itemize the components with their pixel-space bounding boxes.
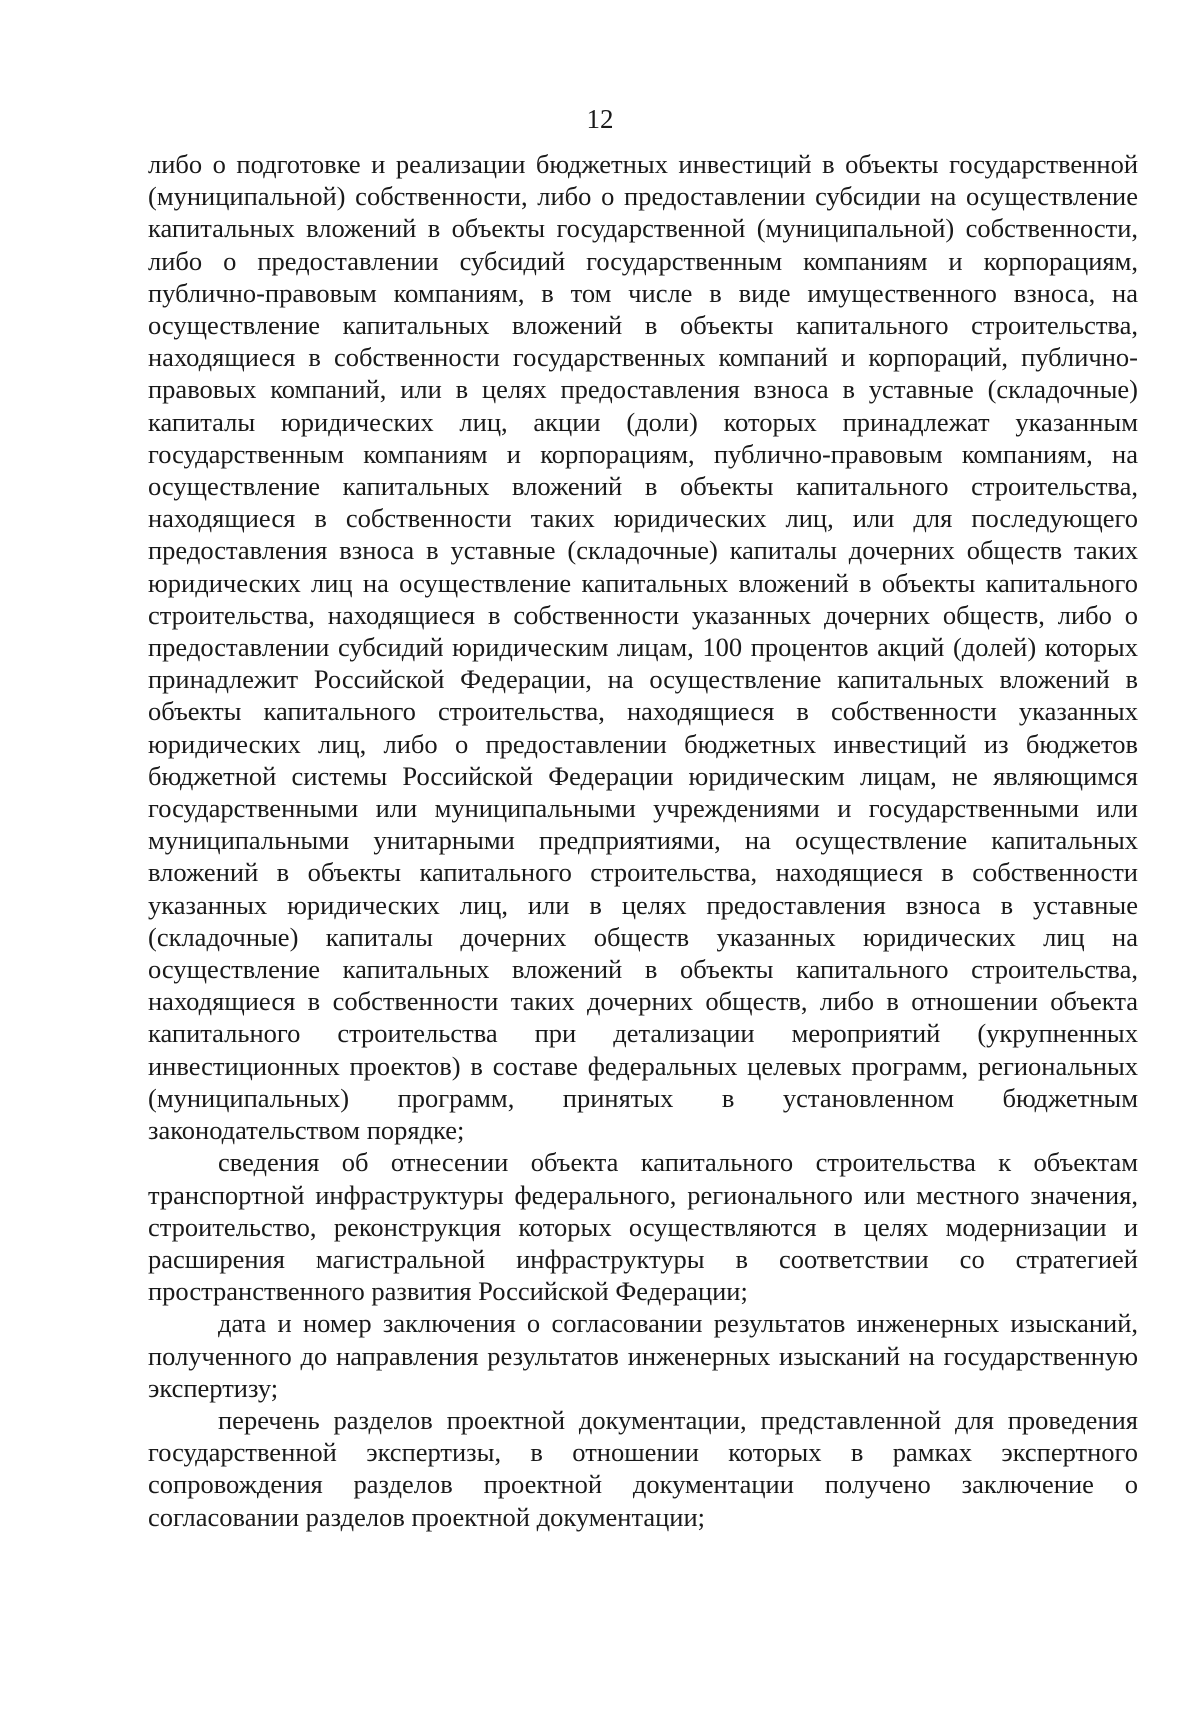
paragraph-engineering-surveys: дата и номер заключения о согласовании результатов инженерных изысканий, полученного до направления результатов инженерных изысканий на государственную экспертизу; bbox=[148, 1308, 1138, 1403]
paragraph-continuation: либо о подготовке и реализации бюджетных инвестиций в объекты государственной (муниципальной) собственности, либо о предоставлении субсидии на осуществление капитальных вложений в объекты государственной (муниципальной) собственности, либо о предоставлении субсидий государственным компаниям и корпорациям, публично-правовым компаниям, в том числе в виде имущественного взноса, на осуществление капитальных вложений в объекты капитального строительства, находящиеся в собственности государственных компаний и корпораций, публично-правовых компаний, или в целях предоставления взноса в уставные (складочные) капиталы юридических лиц, акции (доли) которых принадлежат указанным государственным компаниям и корпорациям, публично-правовым компаниям, на осуществление капитальных вложений в объекты капитального строительства, находящиеся в собственности таких юридических лиц, или для последующего предоставления взноса в уставные (складочные) капиталы дочерних обществ таких юридических лиц на осуществление капитальных вложений в объекты капитального строительства, находящиеся в собственности указанных дочерних обществ, либо о предоставлении субсидий юридическим лицам, 100 процентов акций (долей) которых принадлежит Российской Федерации, на осуществление капитальных вложений в объекты капитального строительства, находящиеся в собственности указанных юридических лиц, либо о предоставлении бюджетных инвестиций из бюджетов бюджетной системы Российской Федерации юридическим лицам, не являющимся государственными или муниципальными учреждениями и государственными или муниципальными унитарными предприятиями, на осуществление капитальных вложений в объекты капитального строительства, находящиеся в собственности указанных юридических лиц, или в целях предоставления взноса в уставные (складочные) капиталы дочерних обществ указанных юридических лиц на осуществление капитальных вложений в объекты капитального строительства, находящиеся в собственности таких дочерних обществ, либо в отношении объекта капитального строительства при детализации мероприятий (укрупненных инвестиционных проектов) в составе федеральных целевых программ, региональных (муниципальных) программ, принятых в установленном бюджетным законодательством порядке; bbox=[148, 149, 1138, 1146]
paragraph-project-sections: перечень разделов проектной документации, представленной для проведения государственной экспертизы, в отношении которых в рамках экспертного сопровождения разделов проектной документации получено заключение о согласовании разделов проектной документации; bbox=[148, 1404, 1138, 1532]
document-body bbox=[148, 148, 1138, 1533]
paragraph-transport-infrastructure: сведения об отнесении объекта капитального строительства к объектам транспортной инфраструктуры федерального, регионального или местного значения, строительство, реконструкция которых осуществляются в целях модернизации и расширения магистральной инфраструктуры в соответствии со стратегией пространственного развития Российской Федерации; bbox=[148, 1147, 1138, 1307]
page-number: 12 bbox=[586, 104, 614, 134]
